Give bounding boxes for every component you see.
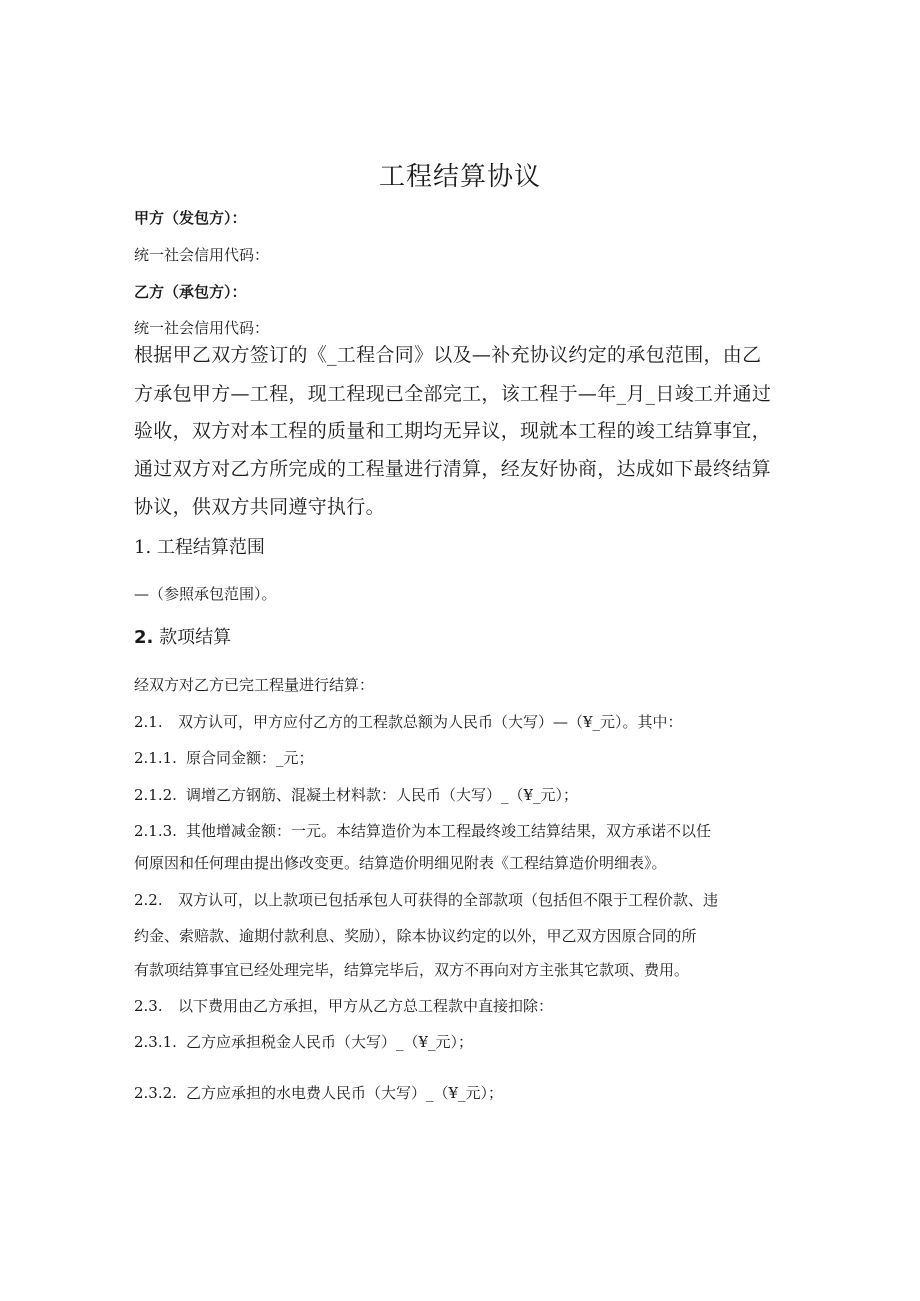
intro-line-1: 根据甲乙双方签订的《_工程合同》以及—补充协议约定的承包范围，由乙 [134, 344, 762, 366]
item-2-2-continued-1: 约金、索赔款、逾期付款利息、奖励），除本协议约定的以外，甲乙双方因原合同的所 [134, 927, 697, 945]
item-number: 2.1.1. [134, 749, 177, 767]
item-2-1-1 [134, 748, 314, 768]
item-text: 双方认可，甲方应付乙方的工程款总额为人民币（大写）—（¥_元）。其中： [178, 713, 683, 731]
section-2-heading [134, 625, 231, 651]
section-1-heading: 1. 工程结算范围 [134, 537, 265, 558]
section-2-title: 款项结算 [153, 627, 232, 648]
intro-line-2: 方承包甲方—工程，现工程现已全部完工，该工程于—年_月_日竣工并通过 [134, 383, 772, 405]
item-number: 2.3. [134, 997, 163, 1015]
intro-line-3: 验收，双方对本工程的质量和工期均无异议，现就本工程的竣工结算事宜， [134, 420, 771, 442]
item-number: 2.2. [134, 891, 163, 909]
item-2-1 [134, 712, 683, 732]
item-number: 2.1. [134, 713, 163, 731]
section-1-body: —（参照承包范围）。 [134, 585, 277, 603]
item-2-3-2 [134, 1083, 503, 1103]
item-text: 双方认可，以上款项已包括承包人可获得的全部款项（包括但不限于工程价款、违 [178, 891, 719, 909]
item-number: 2.3.2. [134, 1084, 177, 1102]
section-2-number: 2. [134, 627, 154, 648]
intro-line-5: 协议，供双方共同遵守执行。 [134, 496, 385, 518]
party-a-credit-code: 统一社会信用代码： [134, 246, 270, 264]
party-b-credit-code: 统一社会信用代码： [134, 319, 270, 337]
item-2-3 [134, 996, 553, 1016]
intro-line-4: 通过双方对乙方所完成的工程量进行清算，经友好协商，达成如下最终结算 [134, 458, 771, 480]
item-number: 2.1.2. [134, 786, 177, 804]
section-2-intro: 经双方对乙方已完工程量进行结算： [134, 676, 375, 694]
item-text: 乙方应承担的水电费人民币（大写）_（¥_元）； [186, 1084, 504, 1102]
document-title: 工程结算协议 [378, 162, 541, 192]
item-2-1-3-continued: 何原因和任何理由提出修改变更。结算造价明细见附表《工程结算造价明细表》。 [134, 854, 667, 872]
item-2-2 [134, 890, 718, 910]
party-a-label: 甲方（发包方）： [134, 209, 247, 227]
item-2-1-3 [134, 821, 711, 841]
item-text: 乙方应承担税金人民币（大写）_（¥_元）； [186, 1033, 474, 1051]
item-2-3-1 [134, 1032, 473, 1052]
item-text: 以下费用由乙方承担，甲方从乙方总工程款中直接扣除： [178, 997, 554, 1015]
item-2-1-2 [134, 785, 578, 805]
item-2-2-continued-2: 有款项结算事宜已经处理完毕，结算完毕后，双方不再向对方主张其它款项、费用。 [134, 961, 690, 979]
party-b-label: 乙方（承包方）： [134, 283, 247, 301]
item-text: 其他增减金额：一元。本结算造价为本工程最终竣工结算结果，双方承诺不以任 [186, 822, 712, 840]
item-text: 调增乙方钢筋、混凝土材料款：人民币（大写）_（¥_元）； [186, 786, 579, 804]
item-number: 2.3.1. [134, 1033, 177, 1051]
item-text: 原合同金额：_元； [186, 749, 314, 767]
item-number: 2.1.3. [134, 822, 177, 840]
